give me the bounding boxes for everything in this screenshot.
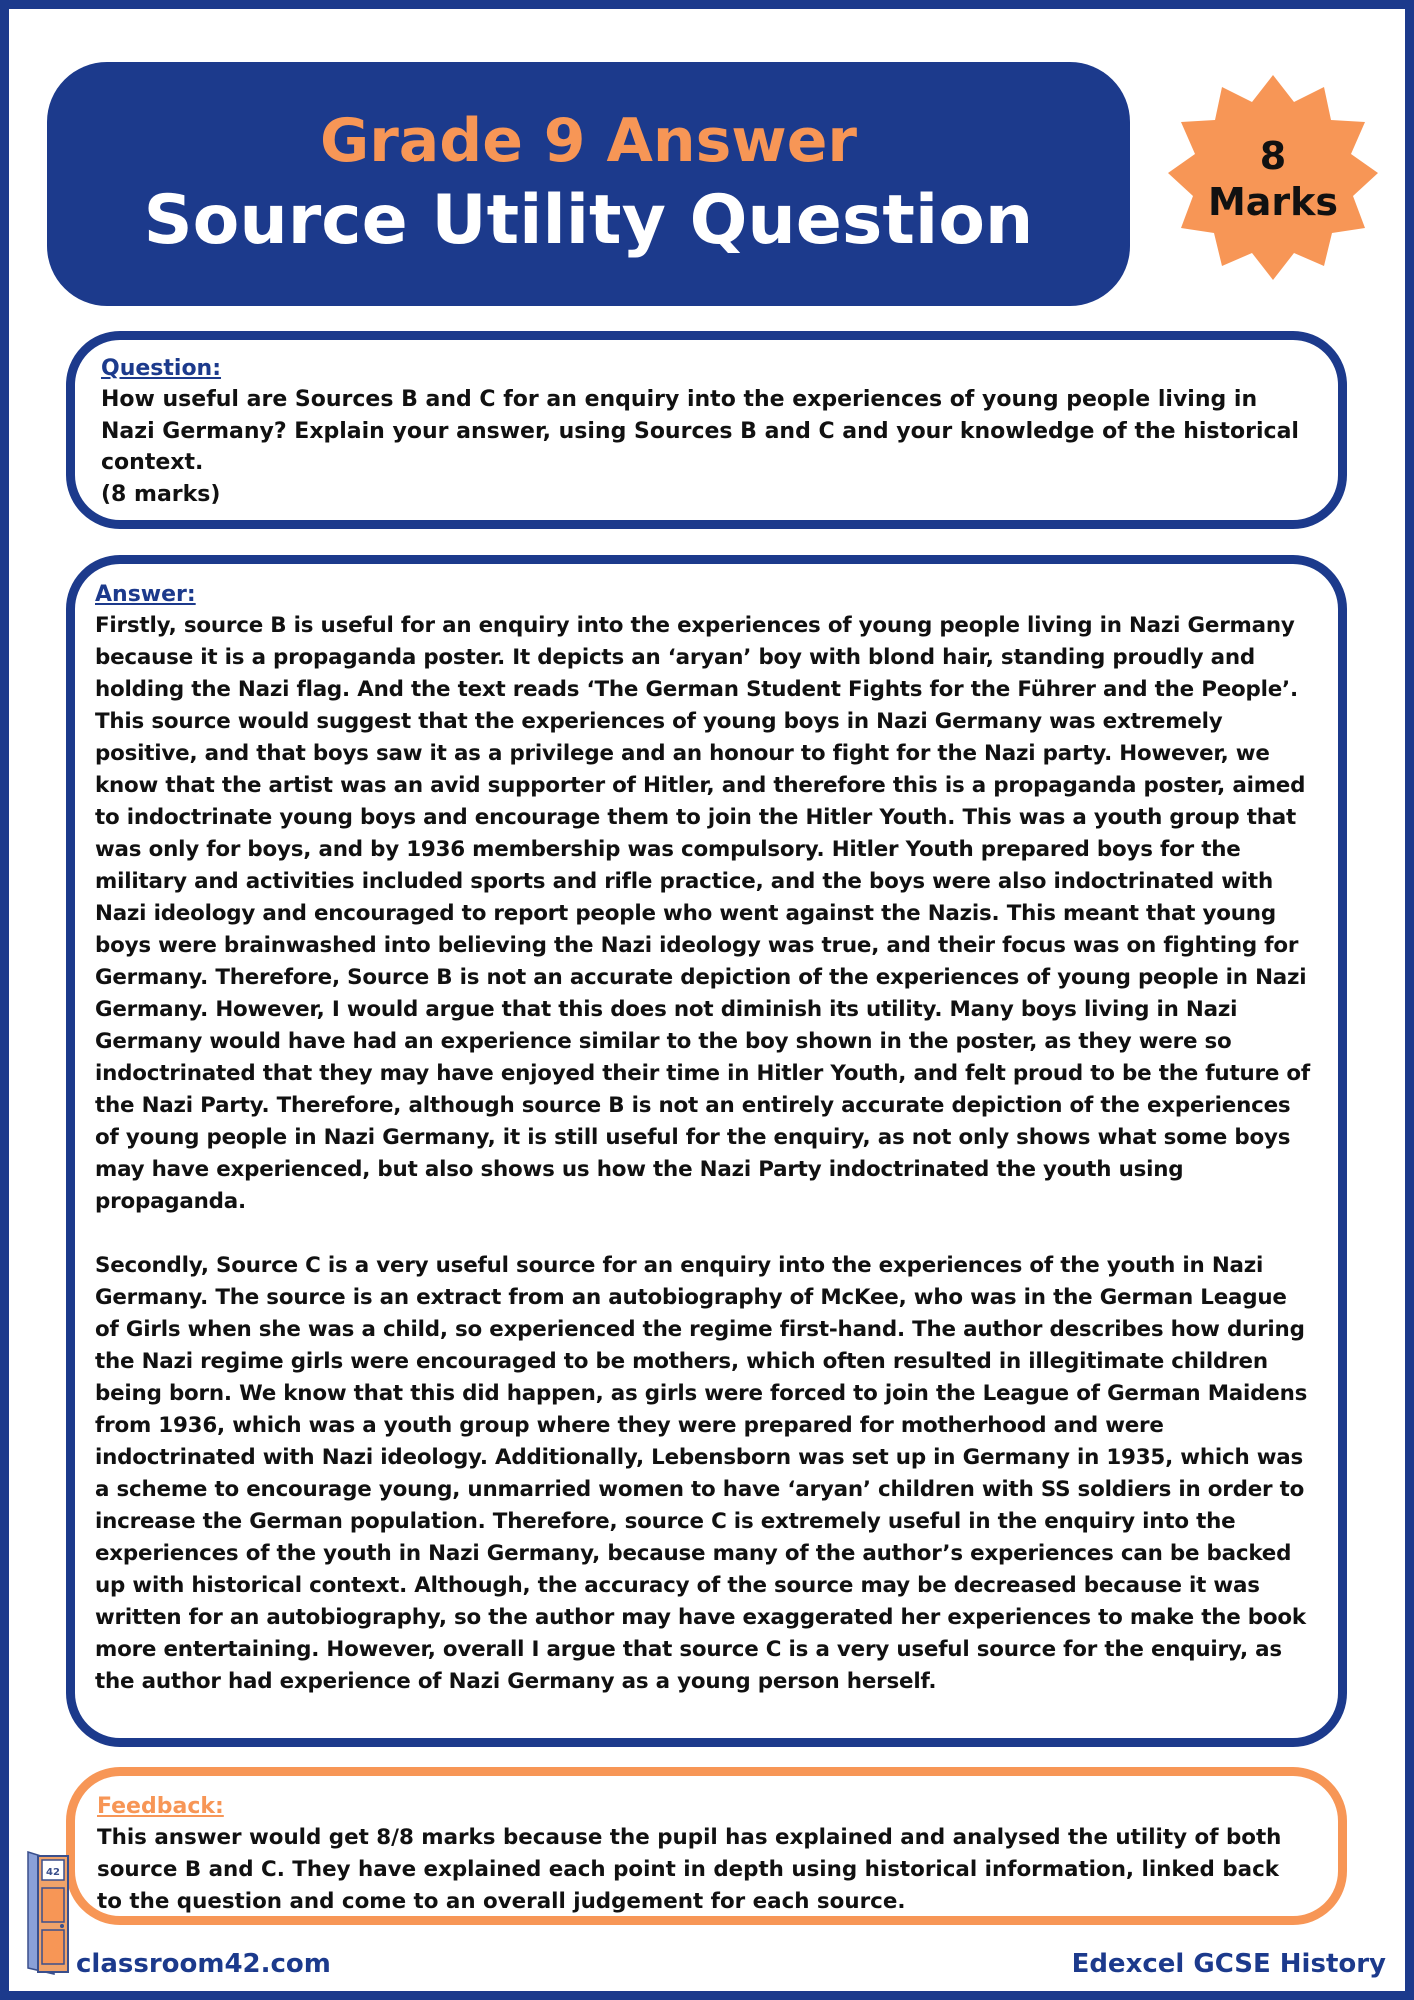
question-card [66, 331, 1347, 529]
header-subtitle: Grade 9 Answer [319, 105, 858, 176]
answer-paragraph-1: Firstly, source B is useful for an enquiry into the experiences of young people living in Nazi Germany because it is a propaganda poster. It depicts an ‘aryan’ boy with blond hair, standing proudly and holding the Nazi flag. And the text reads ‘The German Student Fights for the Führer and the People’. This source would suggest that the experiences of young boys in Nazi Germany was extremely positive, and that boys saw it as a privilege and an honour to fight for the Nazi party. However, we know that the artist was an avid supporter of Hitler, and therefore this is a propaganda poster, aimed to indoctrinate young boys and encourage them to join the Hitler Youth. This was a youth group that was only for boys, and by 1936 membership was compulsory. Hitler Youth prepared boys for the military and activities included sports and rifle practice, and the boys were also indoctrinated with Nazi ideology and encouraged to report people who went against the Nazis. This meant that young boys were brainwashed into believing the Nazi ideology was true, and their focus was on fighting for Germany. Therefore, Source B is not an accurate depiction of the experiences of young people in Nazi Germany. However, I would argue that this does not diminish its utility. Many boys living in Nazi Germany would have had an experience similar to the boy shown in the poster, as they were so indoctrinated that they may have enjoyed their time in Hitler Youth, and felt proud to be the future of the Nazi Party. Therefore, although source B is not an entirely accurate depiction of the experiences of young people in Nazi Germany, it is still useful for the enquiry, as not only shows what some boys may have experienced, but also shows us how the Nazi Party indoctrinated the youth using propaganda. [95, 613, 1318, 1214]
marks-label: Marks [1207, 180, 1339, 224]
header-banner [47, 62, 1130, 306]
question-text: How useful are Sources B and C for an enquiry into the experiences of young people living in Nazi Germany? Explain your answer, using Sources B and C and your knowledge of the historical context. [101, 387, 1307, 475]
marks-number: 8 [1259, 134, 1287, 179]
feedback-label: Feedback: [97, 1794, 224, 1819]
marks-badge [1168, 75, 1378, 285]
door-logo-icon [24, 1846, 72, 1978]
question-marks: (8 marks) [101, 481, 221, 507]
footer-course-label: Edexcel GCSE History [1071, 1949, 1386, 1979]
answer-paragraph-2: Secondly, Source C is a very useful source for an enquiry into the experiences of the youth in Nazi Germany. The source is an extract from an autobiography of McKee, who was in the German League of Girls when she was a child, so experienced the regime first-hand. The author describes how during the Nazi regime girls were encouraged to be mothers, which often resulted in illegitimate children being born. We know that this did happen, as girls were forced to join the League of German Maidens from 1936, which was a youth group where they were prepared for motherhood and were indoctrinated with Nazi ideology. Additionally, Lebensborn was set up in Germany in 1935, which was a scheme to encourage young, unmarried women to have ‘aryan’ children with SS soldiers in order to increase the German population. Therefore, source C is extremely useful in the enquiry into the experiences of the youth in Nazi Germany, because many of the author’s experiences can be backed up with historical context. Although, the accuracy of the source may be decreased because it was written for an autobiography, so the author may have exaggerated her experiences to make the book more entertaining. However, overall I argue that source C is a very useful source for the enquiry, as the author had experience of Nazi Germany as a young person herself. [95, 1253, 1315, 1694]
question-label: Question: [101, 356, 222, 381]
footer-site-link[interactable]: classroom42.com [76, 1949, 331, 1979]
feedback-text: This answer would get 8/8 marks because the pupil has explained and analysed the utility of both source B and C. They have explained each point in depth using historical information, linked back to the question and come to an overall judgement for each source. [97, 1825, 1289, 1914]
answer-label: Answer: [95, 582, 196, 607]
page-title: Source Utility Question [143, 180, 1034, 260]
answer-card [66, 555, 1347, 1747]
door-number: 42 [46, 1867, 60, 1878]
feedback-card [66, 1767, 1347, 1925]
